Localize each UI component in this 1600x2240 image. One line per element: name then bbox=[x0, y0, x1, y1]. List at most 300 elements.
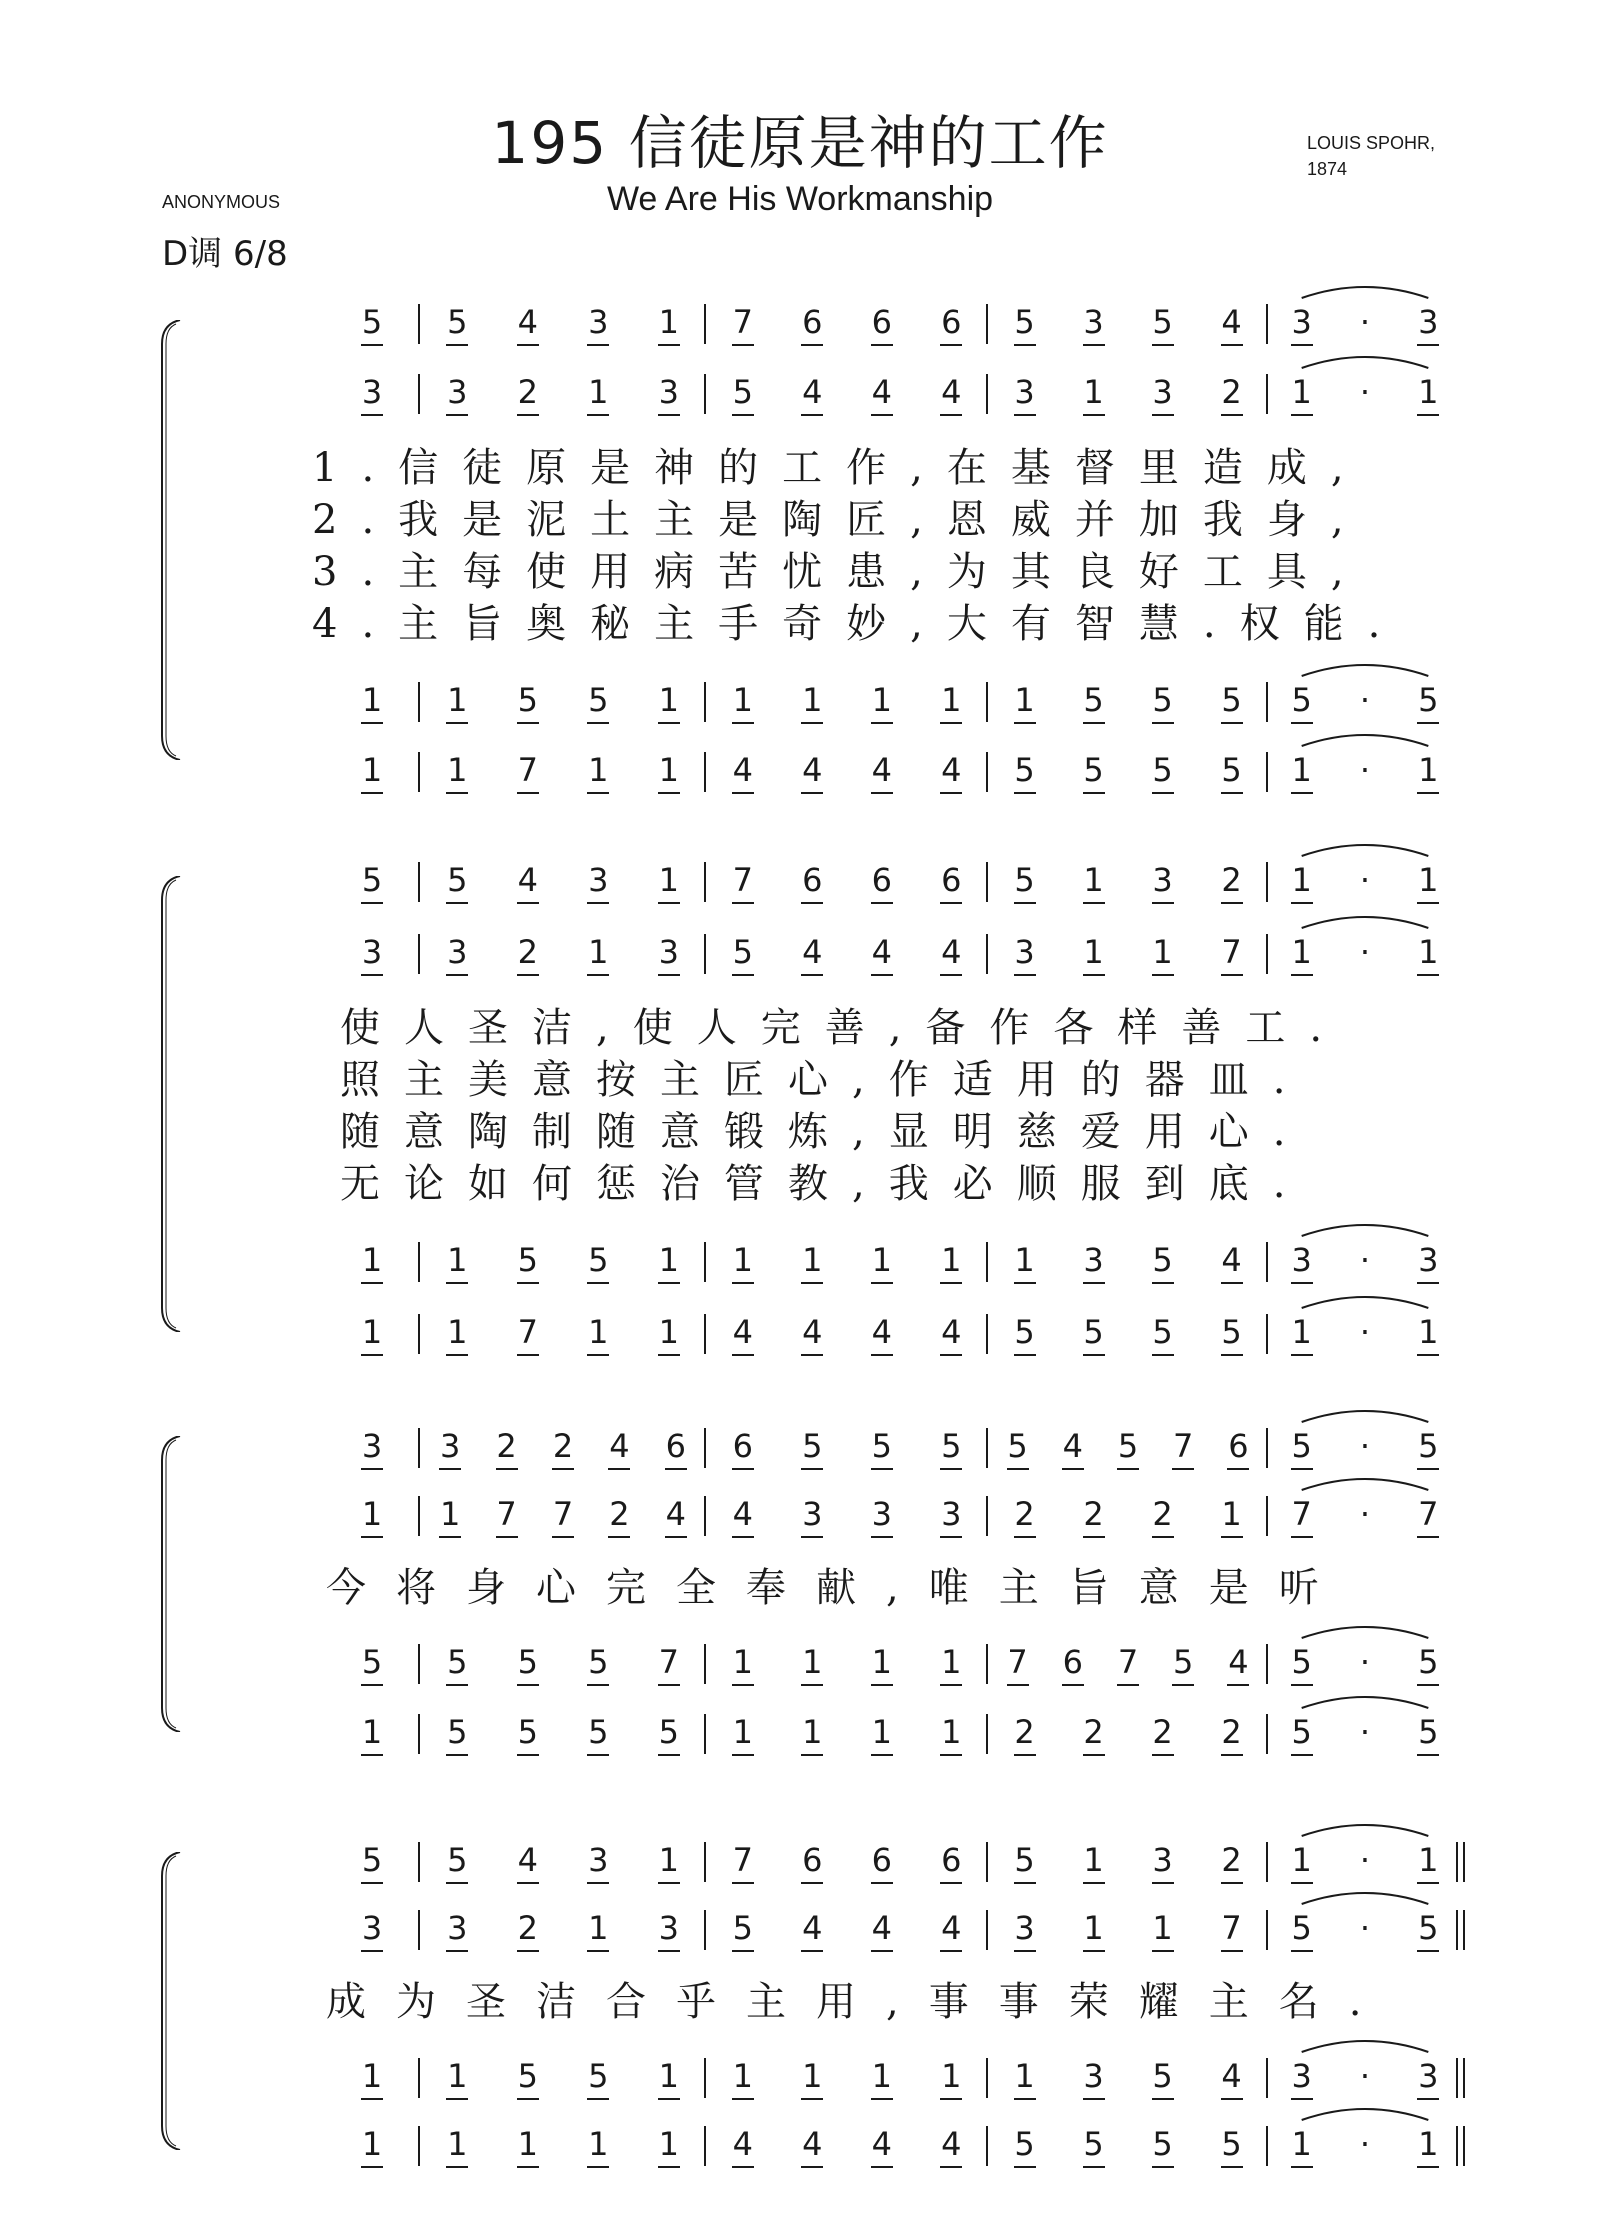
note-underline bbox=[587, 1684, 609, 1686]
alto-row-note: 2 bbox=[1152, 1495, 1173, 1533]
bass-row-note: 4 bbox=[732, 2125, 753, 2163]
bass-row-note: 1 bbox=[447, 2125, 468, 2163]
note-underline bbox=[871, 1536, 893, 1538]
alto-row-note: 3 bbox=[941, 1495, 962, 1533]
barline bbox=[1266, 862, 1268, 902]
note-underline bbox=[801, 974, 823, 976]
barline bbox=[418, 1496, 420, 1536]
note-underline bbox=[1291, 344, 1313, 346]
barline bbox=[704, 1644, 706, 1684]
bass-row-note: 5 bbox=[1152, 1313, 1173, 1351]
soprano-row-note: 6 bbox=[802, 303, 823, 341]
note-underline bbox=[1221, 344, 1243, 346]
soprano-row-note: 5 bbox=[1014, 861, 1035, 899]
tenor-row-note: 5 bbox=[1291, 681, 1312, 719]
soprano-row-note: 3 bbox=[588, 861, 609, 899]
bass-row-note: 4 bbox=[941, 751, 962, 789]
tie-arc bbox=[1302, 1297, 1429, 1308]
bass-row-note: 1 bbox=[871, 1713, 892, 1751]
note-underline bbox=[940, 1950, 962, 1952]
soprano-row-note: 3 bbox=[1083, 303, 1104, 341]
note-underline bbox=[496, 1468, 518, 1470]
lyric-line: 使人圣洁,使人完善,备作各样善工. bbox=[340, 1005, 1347, 1051]
note-underline bbox=[871, 1950, 893, 1952]
alto-row-note: 1 bbox=[1083, 1909, 1104, 1947]
soprano-row-note: 5 bbox=[941, 1427, 962, 1465]
barline bbox=[704, 1842, 706, 1882]
tenor-row-note: 5 bbox=[1418, 681, 1439, 719]
barline bbox=[986, 2126, 988, 2166]
tie-arc bbox=[1302, 917, 1429, 928]
bass-row-note: 5 bbox=[1221, 751, 1242, 789]
soprano-row-note: 3 bbox=[1291, 303, 1312, 341]
alto-row-note: 2 bbox=[1083, 1495, 1104, 1533]
alto-row-note: 2 bbox=[517, 933, 538, 971]
alto-row-note: 4 bbox=[941, 373, 962, 411]
note-underline bbox=[665, 1468, 687, 1470]
soprano-row-note: 3 bbox=[588, 1841, 609, 1879]
soprano-row-note: 3 bbox=[1152, 861, 1173, 899]
tenor-row-note: 1 bbox=[871, 2057, 892, 2095]
alto-row-note: 4 bbox=[871, 373, 892, 411]
note-underline bbox=[446, 1282, 468, 1284]
soprano-row-note: 6 bbox=[871, 861, 892, 899]
note-underline bbox=[801, 1468, 823, 1470]
alto-row-note: 4 bbox=[941, 933, 962, 971]
note-underline bbox=[1227, 1684, 1249, 1686]
note-underline bbox=[1221, 1282, 1243, 1284]
tenor-row-note: 5 bbox=[1152, 681, 1173, 719]
note-underline bbox=[940, 1882, 962, 1884]
barline bbox=[986, 682, 988, 722]
alto-row-note: 4 bbox=[802, 373, 823, 411]
note-underline bbox=[658, 1950, 680, 1952]
note-underline bbox=[940, 1354, 962, 1356]
note-underline bbox=[1417, 1882, 1439, 1884]
note-underline bbox=[801, 2166, 823, 2168]
tenor-row-note: · bbox=[1359, 2057, 1371, 2095]
soprano-row-note: 1 bbox=[1418, 1841, 1439, 1879]
tenor-row-note: 5 bbox=[1418, 1643, 1439, 1681]
bass-row-note: 1 bbox=[447, 1313, 468, 1351]
alto-row-note: 7 bbox=[1221, 1909, 1242, 1947]
note-underline bbox=[1417, 2166, 1439, 2168]
alto-row-note: · bbox=[1359, 1909, 1371, 1947]
soprano-row-note: · bbox=[1359, 1841, 1371, 1879]
barline bbox=[418, 1314, 420, 1354]
bass-row-note: 4 bbox=[941, 1313, 962, 1351]
note-underline bbox=[801, 414, 823, 416]
barline bbox=[986, 752, 988, 792]
note-underline bbox=[801, 1950, 823, 1952]
composer-name: LOUIS SPOHR, bbox=[1307, 133, 1436, 153]
tenor-row-note: 7 bbox=[658, 1643, 679, 1681]
soprano-row-note: 5 bbox=[871, 1427, 892, 1465]
bass-row-note: 5 bbox=[1083, 1313, 1104, 1351]
barline bbox=[1266, 1314, 1268, 1354]
barline bbox=[986, 1496, 988, 1536]
note-underline bbox=[446, 414, 468, 416]
note-underline bbox=[1014, 722, 1036, 724]
note-underline bbox=[446, 792, 468, 794]
barline bbox=[986, 374, 988, 414]
note-underline bbox=[1221, 2166, 1243, 2168]
tenor-row-note: 3 bbox=[1418, 2057, 1439, 2095]
note-underline bbox=[871, 792, 893, 794]
alto-row-note: · bbox=[1359, 933, 1371, 971]
barline bbox=[986, 1644, 988, 1684]
barline bbox=[418, 1644, 420, 1684]
barline bbox=[1266, 2126, 1268, 2166]
tenor-row-note: 1 bbox=[802, 1241, 823, 1279]
note-underline bbox=[871, 974, 893, 976]
barline bbox=[986, 1714, 988, 1754]
note-underline bbox=[1007, 1468, 1029, 1470]
soprano-row-note: 3 bbox=[440, 1427, 461, 1465]
barline bbox=[986, 2058, 988, 2098]
note-underline bbox=[1083, 414, 1105, 416]
note-underline bbox=[1417, 974, 1439, 976]
bass-row-note: 1 bbox=[1418, 1313, 1439, 1351]
barline bbox=[1266, 1242, 1268, 1282]
note-underline bbox=[361, 1950, 383, 1952]
note-underline bbox=[1291, 1282, 1313, 1284]
soprano-row-note: 5 bbox=[1117, 1427, 1139, 1465]
alto-row-note: 4 bbox=[665, 1495, 686, 1533]
alto-row-note: 1 bbox=[1291, 933, 1312, 971]
tenor-row-note: 5 bbox=[517, 1643, 538, 1681]
note-underline bbox=[1014, 974, 1036, 976]
note-underline bbox=[1417, 1536, 1439, 1538]
note-underline bbox=[517, 2166, 539, 2168]
hymn-title: 195 信徒原是神的工作 bbox=[491, 109, 1109, 177]
alto-row-note: 3 bbox=[361, 933, 383, 971]
barline bbox=[1266, 1910, 1268, 1950]
note-underline bbox=[517, 1882, 539, 1884]
barline bbox=[704, 1428, 706, 1468]
note-underline bbox=[446, 344, 468, 346]
alto-row-note: 3 bbox=[447, 373, 468, 411]
note-underline bbox=[361, 2098, 383, 2100]
bass-row-note: 5 bbox=[1083, 2125, 1104, 2163]
barline bbox=[418, 682, 420, 722]
bass-row-note: · bbox=[1359, 1713, 1371, 1751]
note-underline bbox=[1083, 722, 1105, 724]
soprano-row-note: · bbox=[1359, 303, 1371, 341]
bass-row-note: 4 bbox=[802, 1313, 823, 1351]
soprano-row-note: 5 bbox=[1152, 303, 1173, 341]
tenor-row-note: 5 bbox=[1152, 2057, 1173, 2095]
note-underline bbox=[446, 2166, 468, 2168]
alto-row-note: 2 bbox=[609, 1495, 630, 1533]
soprano-row-note: 2 bbox=[496, 1427, 517, 1465]
note-underline bbox=[801, 2098, 823, 2100]
note-underline bbox=[517, 1282, 539, 1284]
alto-row-note: 3 bbox=[658, 1909, 679, 1947]
note-underline bbox=[1152, 2166, 1174, 2168]
system-brace bbox=[150, 876, 190, 1332]
note-underline bbox=[439, 1536, 461, 1538]
soprano-row-note: 7 bbox=[1173, 1427, 1194, 1465]
soprano-row-note: 5 bbox=[1014, 1841, 1035, 1879]
tie-arc bbox=[1302, 1893, 1429, 1904]
tie-arc bbox=[1302, 1411, 1429, 1422]
barline bbox=[704, 1314, 706, 1354]
note-underline bbox=[1152, 1754, 1174, 1756]
bass-row-note: 1 bbox=[361, 751, 383, 789]
note-underline bbox=[517, 1950, 539, 1952]
note-underline bbox=[446, 1684, 468, 1686]
soprano-row-note: 3 bbox=[588, 303, 609, 341]
lyric-line: 4.主旨奥秘主手奇妙,大有智慧.权能. bbox=[312, 601, 1405, 647]
note-underline bbox=[1152, 902, 1174, 904]
note-underline bbox=[1083, 974, 1105, 976]
bass-row-note: 5 bbox=[588, 1713, 609, 1751]
bass-row-note: 2 bbox=[1221, 1713, 1242, 1751]
tenor-row-note: 1 bbox=[361, 681, 383, 719]
bass-row-note: 1 bbox=[941, 1713, 962, 1751]
note-underline bbox=[658, 902, 680, 904]
bass-row-note: 1 bbox=[517, 2125, 538, 2163]
note-underline bbox=[446, 1754, 468, 1756]
note-underline bbox=[1152, 1950, 1174, 1952]
tenor-row-note: 1 bbox=[732, 1241, 753, 1279]
barline bbox=[704, 374, 706, 414]
tenor-row-note: 1 bbox=[802, 2057, 823, 2095]
bass-row-note: 5 bbox=[447, 1713, 468, 1751]
alto-row-note: 5 bbox=[732, 933, 753, 971]
alto-row-note: 2 bbox=[1221, 373, 1242, 411]
note-underline bbox=[1221, 2098, 1243, 2100]
note-underline bbox=[1152, 1536, 1174, 1538]
note-underline bbox=[1417, 1468, 1439, 1470]
soprano-row-note: 4 bbox=[517, 861, 538, 899]
tenor-row-note: 6 bbox=[1062, 1643, 1083, 1681]
barline bbox=[704, 752, 706, 792]
note-underline bbox=[1291, 902, 1313, 904]
final-barline bbox=[1456, 1910, 1465, 1950]
note-underline bbox=[658, 1354, 680, 1356]
barline bbox=[1266, 1428, 1268, 1468]
tenor-row-note: 3 bbox=[1083, 1241, 1104, 1279]
soprano-row-note: 1 bbox=[1418, 861, 1439, 899]
tenor-row-note: 1 bbox=[447, 2057, 468, 2095]
note-underline bbox=[1014, 1354, 1036, 1356]
soprano-row-note: 6 bbox=[732, 1427, 753, 1465]
note-underline bbox=[1152, 722, 1174, 724]
note-underline bbox=[871, 1354, 893, 1356]
alto-row-note: 2 bbox=[517, 373, 538, 411]
bass-row-note: 1 bbox=[588, 2125, 609, 2163]
alto-row-note: 4 bbox=[871, 933, 892, 971]
soprano-row-note: 7 bbox=[732, 861, 753, 899]
note-underline bbox=[658, 1282, 680, 1284]
note-underline bbox=[940, 2098, 962, 2100]
note-underline bbox=[801, 1282, 823, 1284]
soprano-row-note: 5 bbox=[1291, 1427, 1312, 1465]
alto-row-note: 7 bbox=[1418, 1495, 1439, 1533]
bass-row-note: 5 bbox=[1014, 751, 1035, 789]
barline bbox=[704, 1714, 706, 1754]
system-brace bbox=[150, 1852, 190, 2150]
soprano-row-note: 3 bbox=[361, 1427, 383, 1465]
note-underline bbox=[940, 2166, 962, 2168]
bass-row-note: 1 bbox=[588, 1313, 609, 1351]
note-underline bbox=[1221, 414, 1243, 416]
bass-row-note: 1 bbox=[802, 1713, 823, 1751]
note-underline bbox=[361, 1754, 383, 1756]
soprano-row-note: 1 bbox=[1291, 861, 1312, 899]
note-underline bbox=[1221, 722, 1243, 724]
soprano-row-note: 6 bbox=[665, 1427, 686, 1465]
note-underline bbox=[446, 1950, 468, 1952]
tenor-row-note: 5 bbox=[517, 681, 538, 719]
note-underline bbox=[1417, 1354, 1439, 1356]
note-underline bbox=[732, 722, 754, 724]
note-underline bbox=[1152, 414, 1174, 416]
note-underline bbox=[1014, 1950, 1036, 1952]
note-underline bbox=[517, 2098, 539, 2100]
bass-row-note: 5 bbox=[1291, 1713, 1312, 1751]
note-underline bbox=[1417, 2098, 1439, 2100]
note-underline bbox=[940, 902, 962, 904]
note-underline bbox=[361, 1354, 383, 1356]
barline bbox=[704, 934, 706, 974]
note-underline bbox=[871, 2166, 893, 2168]
barline bbox=[1266, 304, 1268, 344]
note-underline bbox=[1014, 2098, 1036, 2100]
alto-row-note: 3 bbox=[802, 1495, 823, 1533]
soprano-row-note: 6 bbox=[941, 861, 962, 899]
note-underline bbox=[940, 1754, 962, 1756]
bass-row-note: 4 bbox=[802, 751, 823, 789]
note-underline bbox=[587, 1282, 609, 1284]
alto-row-note: 7 bbox=[552, 1495, 574, 1533]
alto-row-note: · bbox=[1359, 1495, 1371, 1533]
note-underline bbox=[446, 722, 468, 724]
tenor-row-note: 1 bbox=[871, 1241, 892, 1279]
barline bbox=[986, 1314, 988, 1354]
alto-row-note: 3 bbox=[1014, 933, 1035, 971]
alto-row-note: 1 bbox=[1418, 933, 1439, 971]
tenor-row-note: 1 bbox=[658, 681, 679, 719]
note-underline bbox=[1291, 1950, 1313, 1952]
bass-row-note: 5 bbox=[1221, 2125, 1242, 2163]
alto-row-note: 3 bbox=[361, 373, 383, 411]
alto-row-note: 3 bbox=[1014, 373, 1035, 411]
bass-row-note: 1 bbox=[1291, 1313, 1312, 1351]
note-underline bbox=[1417, 414, 1439, 416]
note-underline bbox=[1417, 1684, 1439, 1686]
barline bbox=[418, 374, 420, 414]
note-underline bbox=[732, 1468, 754, 1470]
bass-row-note: 2 bbox=[1083, 1713, 1104, 1751]
note-underline bbox=[1291, 2098, 1313, 2100]
system-brace bbox=[150, 320, 190, 760]
tenor-row-note: 3 bbox=[1418, 1241, 1439, 1279]
tie-arc bbox=[1302, 1225, 1429, 1236]
note-underline bbox=[658, 1684, 680, 1686]
note-underline bbox=[940, 974, 962, 976]
tenor-row-note: 5 bbox=[588, 1241, 609, 1279]
barline bbox=[704, 304, 706, 344]
tenor-row-note: 5 bbox=[1083, 681, 1104, 719]
note-underline bbox=[1117, 1684, 1139, 1686]
note-underline bbox=[1117, 1468, 1139, 1470]
system-brace bbox=[150, 1436, 190, 1732]
tenor-row-note: 1 bbox=[941, 1241, 962, 1279]
note-underline bbox=[871, 1684, 893, 1686]
note-underline bbox=[587, 722, 609, 724]
tenor-row-note: 5 bbox=[517, 1241, 538, 1279]
barline bbox=[986, 304, 988, 344]
note-underline bbox=[1291, 414, 1313, 416]
note-underline bbox=[871, 1468, 893, 1470]
soprano-row-note: 4 bbox=[517, 1841, 538, 1879]
barline bbox=[986, 1910, 988, 1950]
note-underline bbox=[1291, 1684, 1313, 1686]
alto-row-note: 1 bbox=[588, 933, 609, 971]
tenor-row-note: 1 bbox=[871, 681, 892, 719]
tenor-row-note: 7 bbox=[1117, 1643, 1139, 1681]
bass-row-note: 5 bbox=[1152, 2125, 1173, 2163]
note-underline bbox=[517, 902, 539, 904]
bass-row-note: 2 bbox=[1014, 1713, 1035, 1751]
alto-row-note: 5 bbox=[1418, 1909, 1439, 1947]
bass-row-note: 4 bbox=[871, 1313, 892, 1351]
tie-arc bbox=[1302, 845, 1429, 856]
alto-row-note: 3 bbox=[1152, 373, 1173, 411]
note-underline bbox=[446, 1882, 468, 1884]
composer-year: 1874 bbox=[1307, 159, 1348, 179]
note-underline bbox=[1062, 1684, 1084, 1686]
note-underline bbox=[361, 974, 383, 976]
note-underline bbox=[1062, 1468, 1084, 1470]
lyric-line: 成为圣洁合乎主用,事事荣耀主名. bbox=[326, 1979, 1392, 2025]
note-underline bbox=[732, 1282, 754, 1284]
soprano-row-note: 4 bbox=[1221, 303, 1242, 341]
tenor-row-note: 1 bbox=[1014, 681, 1035, 719]
alto-row-note: 4 bbox=[802, 933, 823, 971]
barline bbox=[704, 1496, 706, 1536]
note-underline bbox=[658, 792, 680, 794]
bass-row-note: · bbox=[1359, 2125, 1371, 2163]
note-underline bbox=[1083, 1354, 1105, 1356]
soprano-row-note: 5 bbox=[361, 861, 383, 899]
alto-row-note: 1 bbox=[361, 1495, 383, 1533]
bass-row-note: 7 bbox=[517, 751, 538, 789]
note-underline bbox=[517, 792, 539, 794]
note-underline bbox=[801, 902, 823, 904]
note-underline bbox=[1291, 1354, 1313, 1356]
alto-row-note: 2 bbox=[1014, 1495, 1035, 1533]
lyric-line: 随意陶制随意锻炼,显明慈爱用心. bbox=[340, 1109, 1310, 1155]
note-underline bbox=[1152, 792, 1174, 794]
tenor-row-note: 5 bbox=[1291, 1643, 1312, 1681]
soprano-row-note: 2 bbox=[1221, 861, 1242, 899]
note-underline bbox=[732, 344, 754, 346]
soprano-row-note: 3 bbox=[1418, 303, 1439, 341]
barline bbox=[704, 2126, 706, 2166]
note-underline bbox=[1417, 344, 1439, 346]
bass-row-note: 1 bbox=[447, 751, 468, 789]
barline bbox=[986, 934, 988, 974]
barline bbox=[418, 2058, 420, 2098]
note-underline bbox=[517, 1684, 539, 1686]
note-underline bbox=[1291, 792, 1313, 794]
tenor-row-note: 1 bbox=[658, 1241, 679, 1279]
note-underline bbox=[587, 344, 609, 346]
